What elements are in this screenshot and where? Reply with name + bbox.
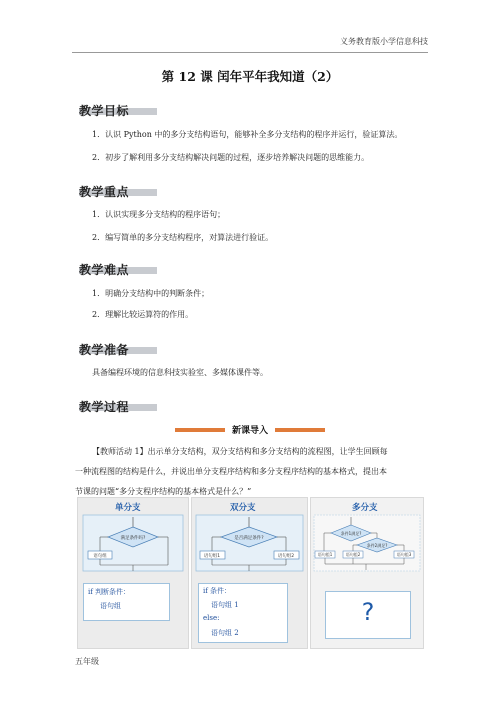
double-code-line: 语句组 2 xyxy=(211,629,239,637)
process-paragraph-line: 节课的问题“多分支程序结构的基本格式是什么？” xyxy=(75,487,252,496)
heading-text: 教学过程 xyxy=(79,400,130,414)
single-code-box xyxy=(83,583,170,621)
goal-item: 2．初步了解利用多分支结构解决问题的过程，逐步培养解决问题的思维能力。 xyxy=(92,153,370,162)
publisher-label: 义务教育版小学信息科技 xyxy=(340,37,428,46)
section-heading-process xyxy=(79,396,130,414)
double-stmt1-label: 语句组1 xyxy=(203,554,221,559)
double-code-line: else: xyxy=(203,614,220,622)
double-cond-label: 是否满足条件? xyxy=(234,536,264,541)
lesson-title: 第 12 课 闰年平年我知道（2） xyxy=(161,69,339,84)
key-point-item: 2．编写简单的多分支结构程序，对算法进行验证。 xyxy=(92,233,274,242)
single-stmt-label: 语句组 xyxy=(93,554,107,559)
multi-stmt2-label: 语句组2 xyxy=(345,552,361,557)
section-heading-difficulties xyxy=(79,259,130,277)
single-code-line: if 判断条件： xyxy=(88,588,131,596)
intro-title: 新课导入 xyxy=(231,426,268,436)
double-code-line: 语句组 1 xyxy=(211,601,239,609)
difficulty-item: 1．明确分支结构中的判断条件； xyxy=(92,289,210,298)
key-point-item: 1．认识实现多分支结构的程序语句； xyxy=(92,210,226,219)
goal-item: 1．认识 Python 中的多分支结构语句，能够补全多分支结构的程序并运行，验证算法。 xyxy=(92,130,403,139)
section-heading-key-points xyxy=(79,181,130,199)
heading-text: 教学目标 xyxy=(79,104,130,118)
panel-title-multi: 多分支 xyxy=(352,503,378,513)
double-stmt2-label: 语句组2 xyxy=(277,554,295,559)
single-cond-label: 满足条件吗? xyxy=(120,536,146,541)
panel-multi-branch xyxy=(310,497,424,649)
panel-double-branch xyxy=(191,497,308,649)
double-code-box xyxy=(198,583,288,643)
panel-title-double: 双分支 xyxy=(230,503,256,513)
multi-stmt1-label: 语句组1 xyxy=(317,552,333,557)
section-heading-goals xyxy=(79,100,130,118)
process-paragraph-line: 一种流程图的结构是什么，并说出单分支程序结构和多分支程序结构的基本格式，提出本 xyxy=(75,467,387,476)
multi-cond1-label: 条件1满足? xyxy=(340,531,362,536)
panel-single-branch xyxy=(77,497,189,649)
multi-cond2-label: 条件2满足? xyxy=(366,543,388,548)
heading-text: 教学重点 xyxy=(79,185,130,199)
double-branch-flowchart xyxy=(192,513,307,575)
question-mark: ? xyxy=(361,598,375,626)
process-paragraph-line: 【教师活动 1】出示单分支结构，双分支结构和多分支结构的流程图，让学生回顾每 xyxy=(92,447,388,456)
double-code-line: if 条件： xyxy=(203,587,232,595)
multi-code-box xyxy=(325,591,411,639)
preparation-text: 具备编程环境的信息科技实验室、多媒体课件等。 xyxy=(92,368,268,377)
heading-text: 教学难点 xyxy=(79,263,130,277)
single-code-line: 语句组 xyxy=(100,602,121,610)
branch-structure-figure xyxy=(77,497,422,647)
multi-branch-flowchart xyxy=(311,513,423,575)
difficulty-item: 2．理解比较运算符的作用。 xyxy=(92,310,194,319)
multi-stmt3-label: 语句组3 xyxy=(396,552,412,557)
single-branch-flowchart xyxy=(78,513,188,575)
header-divider xyxy=(72,52,428,53)
section-heading-preparation xyxy=(79,339,130,357)
heading-text: 教学准备 xyxy=(79,343,130,357)
grade-footer: 五年级 xyxy=(75,657,99,666)
panel-title-single: 单分支 xyxy=(115,503,141,513)
